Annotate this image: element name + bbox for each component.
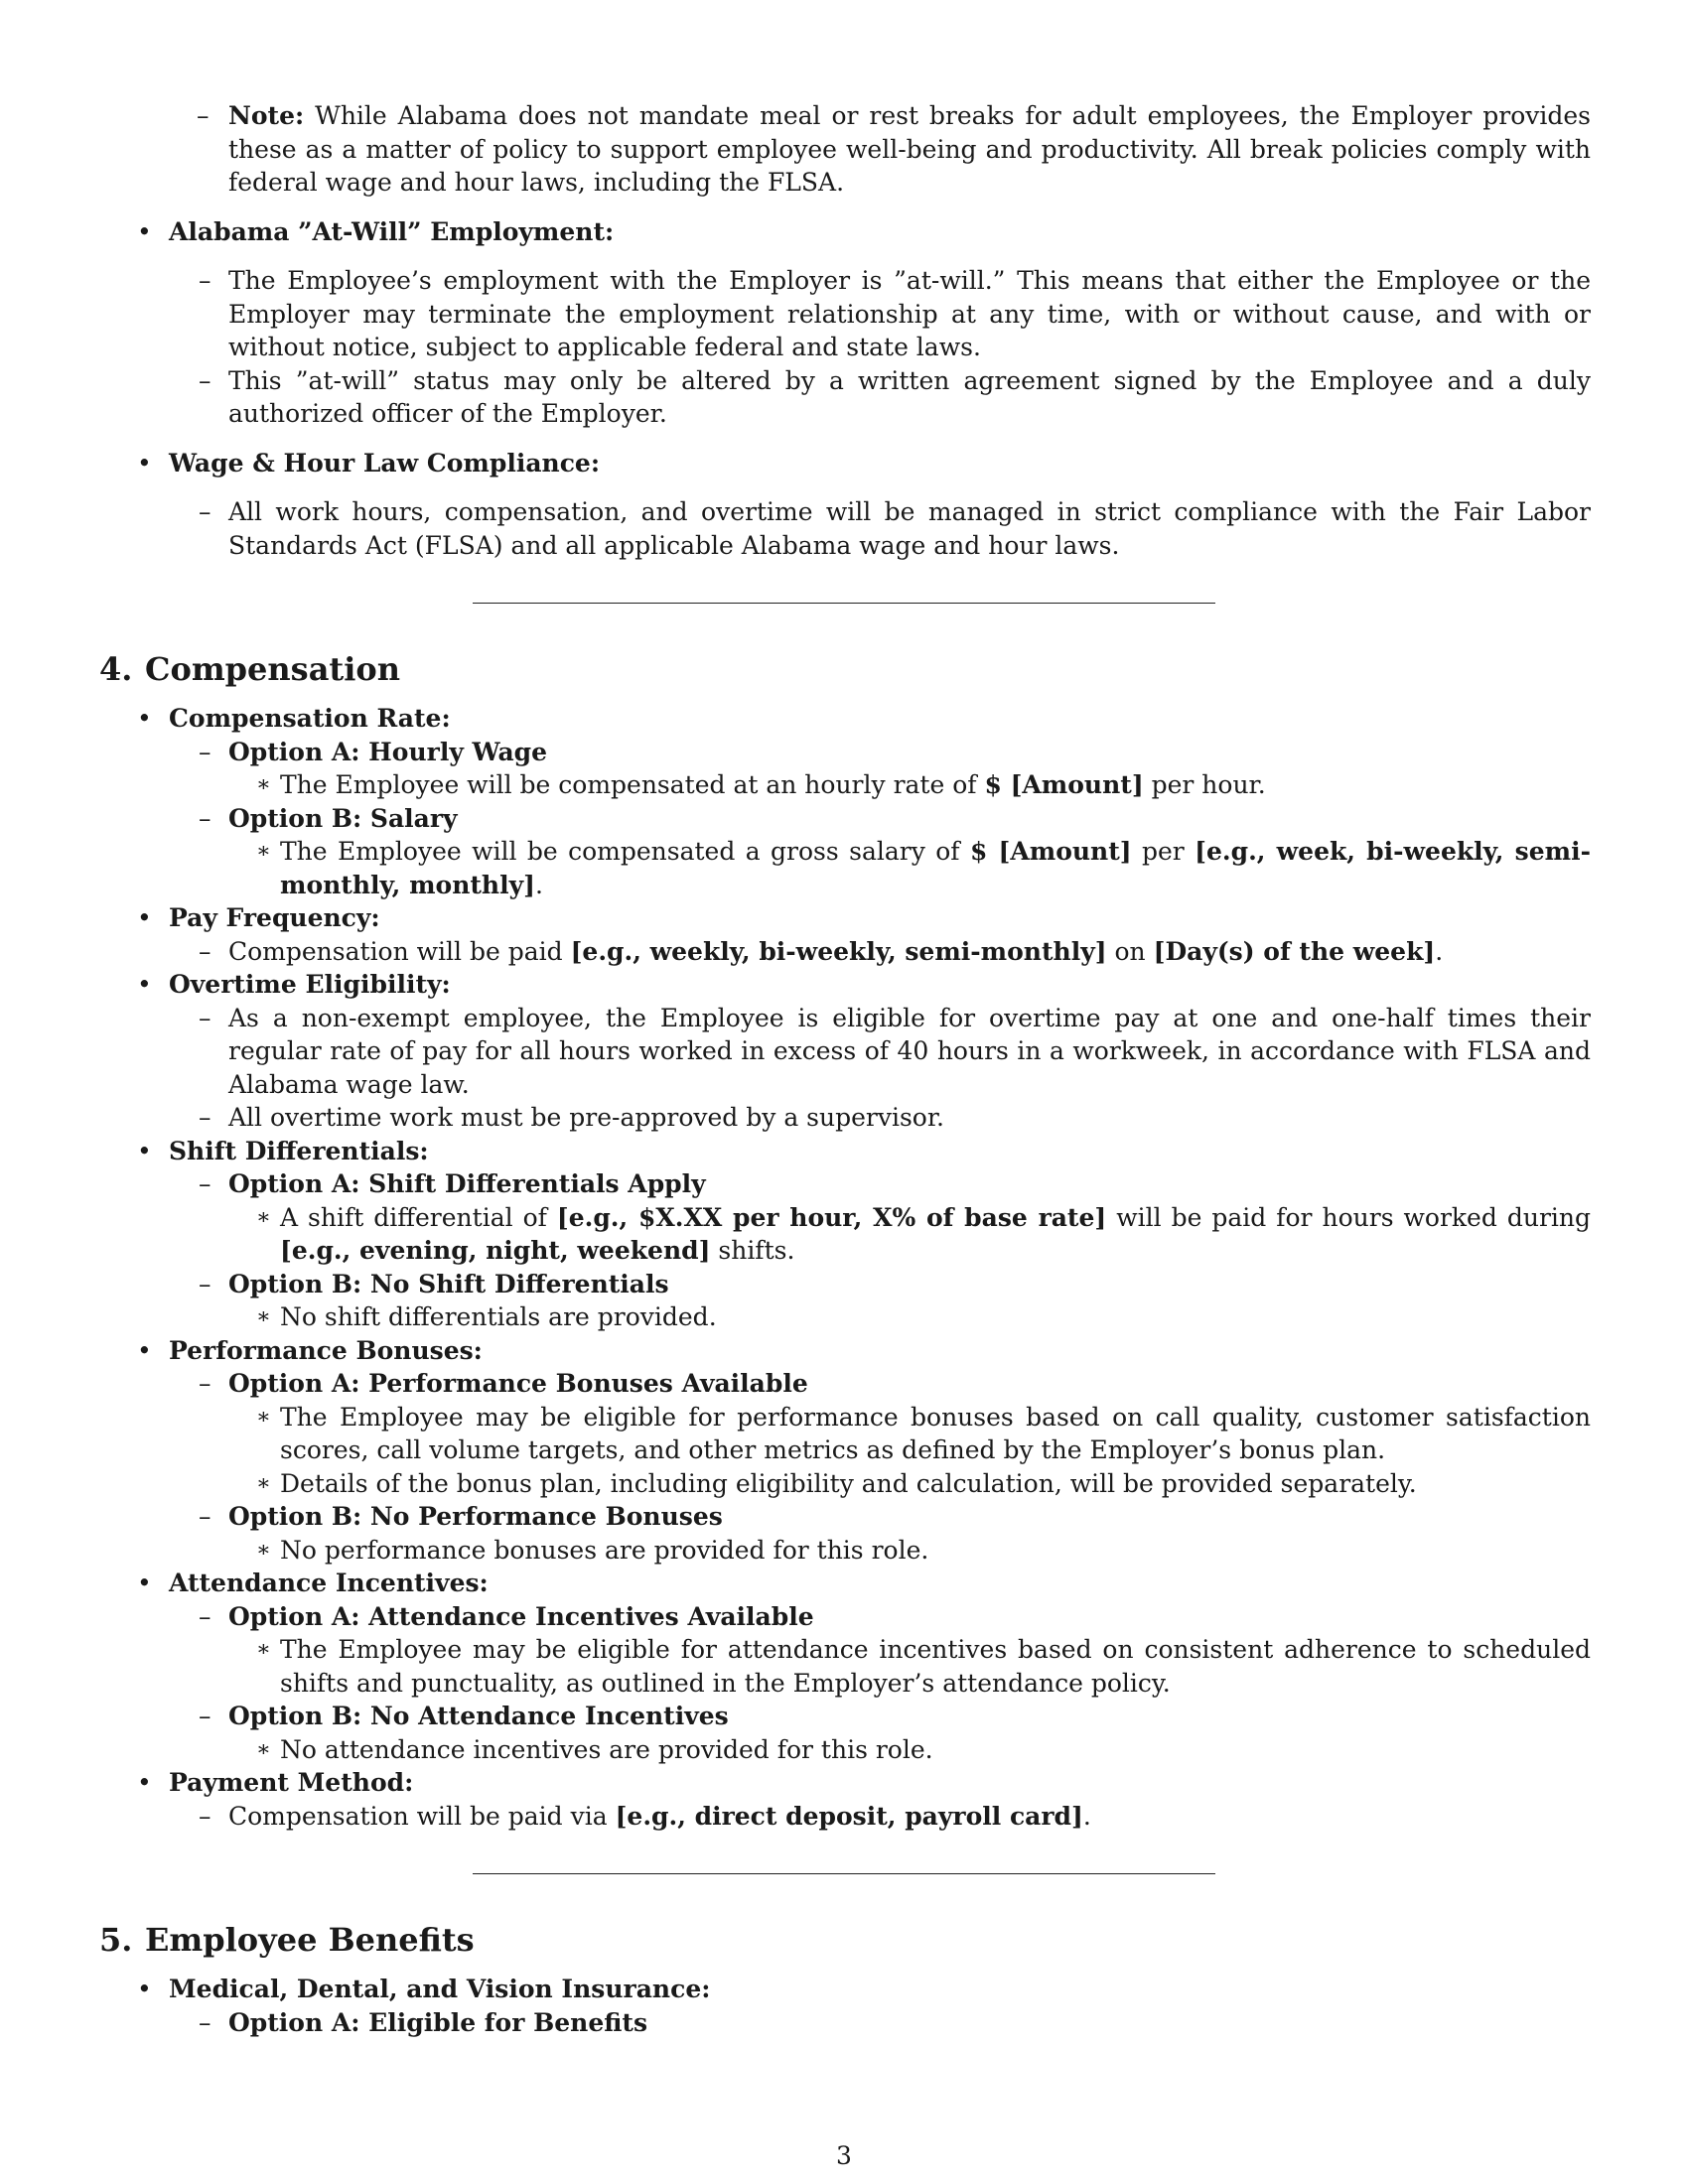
text-fragment: Compensation will be paid (228, 936, 571, 966)
dash-marker: – (199, 266, 211, 295)
wage-hour-section (99, 447, 1591, 563)
compensation-rate (99, 702, 1591, 901)
payment-placeholder: [e.g., direct deposit, payroll card] (615, 1801, 1083, 1831)
dash-marker: – (199, 2007, 211, 2037)
text-fragment: The Employee may be eligible for attendance incentives based on consistent adherence to scheduled shifts and punctuality, as outlined in the Employer’s attendance policy. (280, 1635, 1591, 1698)
option-hourly-detail (228, 768, 1591, 802)
performance-option-a (169, 1367, 1591, 1500)
option-hourly-label: Option A: Hourly Wage (228, 737, 548, 766)
section-number: 4. (99, 650, 133, 688)
attendance-option-a-label: Option A: Attendance Incentives Available (228, 1601, 814, 1631)
frequency-placeholder: [e.g., weekly, bi-weekly, semi-monthly] (570, 936, 1107, 966)
text-fragment: per (1131, 837, 1196, 866)
section-divider (99, 1873, 1591, 1874)
performance-option-b-label: Option B: No Performance Bonuses (228, 1502, 723, 1531)
insurance-heading: Medical, Dental, and Vision Insurance: (169, 1975, 711, 2003)
overtime-heading: Overtime Eligibility: (169, 970, 451, 999)
performance-option-b (169, 1500, 1591, 1567)
break-policy-note (197, 99, 1591, 200)
shift-option-b-detail (228, 1300, 1591, 1334)
shifts-placeholder: [e.g., evening, night, weekend] (280, 1236, 711, 1265)
performance-option-a-detail (228, 1467, 1591, 1501)
payment-heading: Payment Method: (169, 1768, 414, 1797)
text-fragment: . (1435, 936, 1444, 966)
pay-frequency-heading: Pay Frequency: (169, 903, 380, 932)
text-fragment: on (1106, 936, 1154, 966)
dash-marker: – (199, 1801, 211, 1831)
pay-frequency (99, 901, 1591, 968)
dash-marker: – (199, 497, 211, 526)
page-content (99, 99, 1591, 2039)
asterisk-marker: ∗ (256, 1304, 271, 1329)
dash-marker: – (199, 1702, 211, 1730)
shift-heading: Shift Differentials: (169, 1136, 429, 1165)
dash-marker: – (199, 365, 211, 395)
day-placeholder: [Day(s) of the week] (1153, 936, 1436, 966)
text-fragment: No shift differentials are provided. (280, 1302, 717, 1331)
dash-marker: – (199, 1369, 211, 1398)
wage-hour-heading: Wage & Hour Law Compliance: (169, 448, 601, 478)
text-fragment: Compensation will be paid via (228, 1801, 616, 1831)
text-fragment: will be paid for hours worked during (1106, 1202, 1591, 1232)
insurance (99, 1973, 1591, 2039)
asterisk-marker: ∗ (256, 1637, 271, 1662)
bullet-marker: • (137, 1768, 152, 1797)
text-fragment: per hour. (1143, 770, 1266, 799)
dash-marker: – (199, 1502, 211, 1531)
insurance-option-a-label: Option A: Eligible for Benefits (228, 2007, 648, 2037)
performance-option-a-detail (228, 1401, 1591, 1467)
asterisk-marker: ∗ (256, 1736, 271, 1762)
asterisk-marker: ∗ (256, 1204, 271, 1230)
section-divider (99, 603, 1591, 604)
option-salary-label: Option B: Salary (228, 803, 458, 833)
bullet-marker: • (137, 1136, 152, 1165)
option-salary (169, 802, 1591, 902)
asterisk-marker: ∗ (256, 839, 271, 864)
rate-placeholder: [e.g., $X.XX per hour, X% of base rate] (556, 1202, 1107, 1232)
period-placeholder: [e.g., week, bi-weekly, semi-monthly, monthly] (280, 837, 1591, 899)
insurance-option-a (169, 2006, 1591, 2040)
note-label: Note: (228, 101, 305, 130)
dash-marker: – (199, 803, 211, 833)
asterisk-marker: ∗ (256, 1470, 271, 1496)
payment-method (99, 1766, 1591, 1833)
overtime-item-text: All overtime work must be pre-approved by a supervisor. (228, 1103, 945, 1132)
text-fragment: The Employee will be compensated at an hourly rate of (280, 770, 985, 799)
dash-marker: – (199, 737, 211, 766)
performance-bonuses (99, 1334, 1591, 1568)
shift-option-a-detail (228, 1201, 1591, 1268)
bullet-marker: • (137, 1975, 152, 2003)
bullet-marker: • (137, 970, 152, 999)
page-number: 3 (836, 2141, 852, 2170)
performance-option-b-detail (228, 1534, 1591, 1568)
text-fragment: . (1082, 1801, 1091, 1831)
amount-placeholder: $ [Amount] (969, 837, 1132, 866)
text-fragment: No attendance incentives are provided for this role. (280, 1734, 933, 1764)
shift-option-b-label: Option B: No Shift Differentials (228, 1269, 669, 1298)
performance-heading: Performance Bonuses: (169, 1335, 483, 1365)
overtime-eligibility (99, 968, 1591, 1135)
dash-marker: – (199, 936, 211, 966)
section-5-heading (99, 1920, 1591, 1960)
text-fragment: . (534, 870, 543, 899)
amount-placeholder: $ [Amount] (984, 770, 1144, 799)
bullet-marker: • (137, 216, 152, 246)
bullet-marker: • (137, 448, 152, 478)
bullet-marker: • (137, 903, 152, 932)
overtime-item-text: As a non-exempt employee, the Employee is eligible for overtime pay at one and one-half times their regular rate of pay for all hours worked in excess of 40 hours in a workweek, in accordance with FLSA and Alabama wage law. (228, 1003, 1591, 1099)
dash-marker: – (199, 1103, 211, 1132)
shift-option-b (169, 1268, 1591, 1334)
section-number: 5. (99, 1921, 133, 1959)
wage-hour-item (169, 495, 1591, 562)
attendance-heading: Attendance Incentives: (169, 1569, 489, 1597)
dash-marker: – (199, 1169, 211, 1198)
attendance-option-b-detail (228, 1733, 1591, 1767)
attendance-option-b (169, 1700, 1591, 1766)
at-will-heading: Alabama ”At-Will” Employment: (169, 216, 615, 246)
text-fragment: The Employee will be compensated a gross salary of (280, 837, 970, 866)
section-4-heading (99, 649, 1591, 689)
at-will-item-text: This ”at-will” status may only be altered by a written agreement signed by the Employee and a duly authorized officer of the Employer. (228, 365, 1591, 428)
text-fragment: A shift differential of (280, 1202, 557, 1232)
bullet-marker: • (137, 1569, 152, 1597)
text-fragment: Details of the bonus plan, including eligibility and calculation, will be provided separately. (280, 1468, 1417, 1498)
compensation-rate-heading: Compensation Rate: (169, 704, 451, 733)
asterisk-marker: ∗ (256, 772, 271, 797)
shift-option-a-label: Option A: Shift Differentials Apply (228, 1169, 706, 1198)
attendance-incentives (99, 1567, 1591, 1766)
at-will-item-text: The Employee’s employment with the Employer is ”at-will.” This means that either the Employee or the Employer may terminate the employment relationship at any time, with or without cause, and with or without notice, subject to applicable federal and state laws. (228, 266, 1591, 361)
payment-item (169, 1800, 1591, 1834)
section-title: Employee Benefits (145, 1921, 475, 1959)
attendance-option-a-detail (228, 1633, 1591, 1700)
attendance-option-b-label: Option B: No Attendance Incentives (228, 1702, 729, 1730)
bullet-marker: • (137, 704, 152, 733)
dash-marker: – (199, 1269, 211, 1298)
at-will-item (169, 364, 1591, 431)
note-text: While Alabama does not mandate meal or rest breaks for adult employees, the Employer provides these as a matter of policy to support employee well-being and productivity. All break policies comply with federal wage and hour laws, including the FLSA. (228, 101, 1591, 197)
text-fragment: shifts. (710, 1236, 795, 1265)
text-fragment: No performance bonuses are provided for this role. (280, 1535, 929, 1565)
attendance-option-a (169, 1600, 1591, 1701)
dash-marker: – (199, 1601, 211, 1631)
at-will-item (169, 264, 1591, 364)
bullet-marker: • (137, 1335, 152, 1365)
dash-marker: – (199, 1003, 211, 1032)
dash-marker: – (197, 101, 210, 130)
asterisk-marker: ∗ (256, 1404, 271, 1430)
overtime-item (169, 1101, 1591, 1135)
performance-option-a-label: Option A: Performance Bonuses Available (228, 1369, 808, 1398)
asterisk-marker: ∗ (256, 1537, 271, 1563)
pay-frequency-item (169, 935, 1591, 969)
overtime-item (169, 1002, 1591, 1102)
text-fragment: The Employee may be eligible for performance bonuses based on call quality, customer satisfaction scores, call volume targets, and other metrics as defined by the Employer’s bonus plan. (280, 1402, 1591, 1464)
shift-differentials (99, 1135, 1591, 1334)
wage-hour-item-text: All work hours, compensation, and overtime will be managed in strict compliance with the Fair Labor Standards Act (FLSA) and all applicable Alabama wage and hour laws. (228, 497, 1591, 560)
section-title: Compensation (145, 650, 400, 688)
at-will-section (99, 215, 1591, 431)
shift-option-a (169, 1167, 1591, 1268)
option-salary-detail (228, 835, 1591, 901)
option-hourly (169, 736, 1591, 802)
